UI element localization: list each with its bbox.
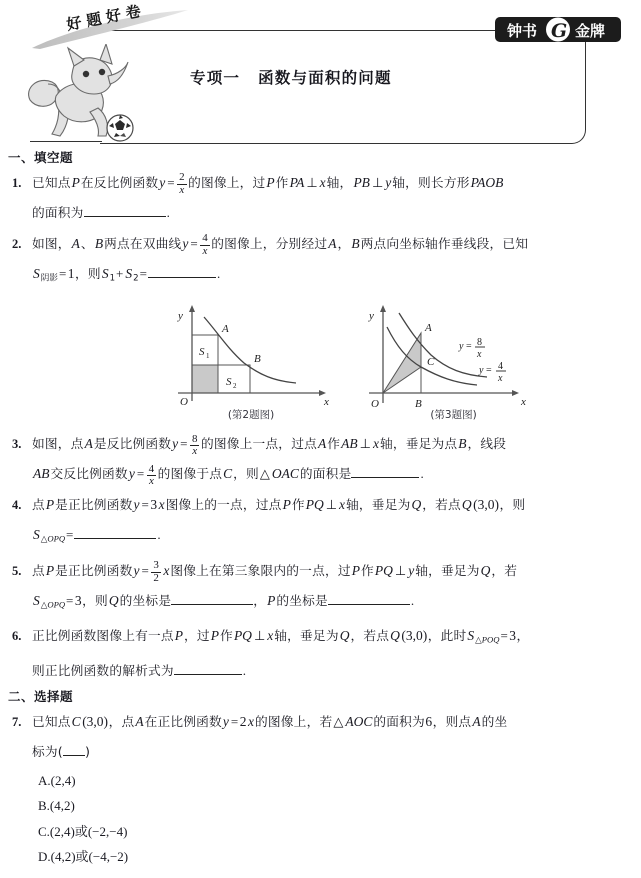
q7-close-paren: ): [84, 743, 91, 759]
svg-text:x: x: [324, 396, 329, 409]
svg-text:1: 1: [206, 352, 210, 361]
q7-triangle-AOC: AOC: [345, 713, 373, 729]
q1-perp-2: ⊥: [371, 175, 384, 190]
q2-var-A: A: [71, 236, 80, 251]
q5-answer-blank-Q[interactable]: [171, 604, 253, 605]
q1-text-1: 已知点: [32, 175, 71, 190]
q3-eq-y: y: [172, 436, 179, 452]
q1-eq-y: y: [159, 175, 166, 190]
q5-answer-blank-P[interactable]: [328, 604, 410, 605]
question-4: [6, 490, 633, 554]
question-2-number: 2.: [12, 237, 22, 251]
q5-S-symbol: S: [33, 592, 40, 608]
question-3: [6, 429, 633, 489]
q1-text-6: 轴，则长方形: [392, 175, 470, 190]
q5-var-P2: P: [351, 562, 360, 578]
q5-eq-sign: =: [141, 562, 149, 578]
question-6-number: 6.: [12, 629, 22, 644]
q6-value: 3: [509, 628, 517, 644]
svg-text:4: 4: [498, 361, 503, 373]
q1-perp-1: ⊥: [306, 175, 318, 190]
q5-period: .: [410, 592, 415, 608]
q4-text-1: 点: [32, 497, 45, 513]
svg-text:2: 2: [233, 382, 237, 391]
figure-3-caption: (第3题图): [430, 409, 477, 422]
svg-text:y: y: [479, 365, 484, 377]
q3-fraction-2: [147, 464, 157, 488]
svg-text:x: x: [498, 373, 503, 385]
svg-text:A: A: [222, 323, 229, 336]
q4-S-symbol: S: [33, 527, 40, 543]
page-header: [0, 0, 641, 148]
q1-period: .: [166, 205, 170, 220]
page-title-prefix: 专项一: [190, 69, 241, 87]
q5-var-Q: Q: [480, 562, 491, 578]
svg-text:A: A: [425, 322, 432, 335]
q7-text-7: 的坐: [481, 713, 508, 729]
q2-text-1: 如图，: [32, 236, 71, 251]
q4-perp: ⊥: [325, 497, 338, 513]
q1-frac-numerator: 2: [179, 171, 185, 184]
q3-text-7: 交反比例函数: [50, 466, 128, 482]
q6-text-7: ，: [516, 628, 530, 644]
q5-text-6: ，若: [491, 562, 518, 578]
q3-eq-sign-2: =: [136, 466, 145, 482]
q7-var-x: x: [248, 713, 255, 729]
svg-text:钟书: 钟书: [507, 22, 538, 40]
option-A[interactable]: A.(2,4): [38, 772, 76, 788]
q6-var-Q2: Q: [390, 628, 400, 644]
q5-seg-PQ: PQ: [374, 562, 393, 578]
q2-S2: S: [125, 266, 133, 281]
question-6: [6, 621, 633, 685]
question-7: [6, 707, 633, 767]
q2-answer-blank[interactable]: [148, 277, 216, 278]
q3-text-2: 是反比例函数: [93, 436, 172, 452]
q4-text-3: 图像上的一点，过点: [165, 497, 282, 513]
q3-text-6: ，线段: [467, 436, 507, 452]
q3-seg-AB: AB: [341, 436, 358, 452]
q2-text-2: 两点在双曲线: [104, 236, 182, 251]
svg-text:y: y: [459, 341, 464, 353]
q6-text-6: ，此时: [427, 628, 467, 644]
q7-text-5: 的面积为: [373, 713, 425, 729]
q2-value-1: 1: [67, 266, 75, 281]
q7-var-A2: A: [472, 713, 481, 729]
page-title-main: 函数与面积的问题: [258, 69, 392, 87]
q3-text-5: 轴，垂足为点: [379, 436, 458, 452]
q7-eq-sign: =: [230, 713, 239, 729]
q6-var-P: P: [174, 628, 184, 644]
svg-text:C: C: [427, 356, 435, 369]
q7-answer-blank[interactable]: [63, 755, 85, 756]
q5-frac-numerator: 3: [153, 559, 159, 572]
section-header-multiple-choice: 二、选择题: [8, 688, 74, 704]
q3-var-B: B: [458, 436, 467, 452]
q3-frac2-denominator: x: [147, 475, 157, 487]
q2-S-symbol: S: [33, 266, 40, 281]
svg-text:y: y: [369, 310, 374, 323]
q4-var-Q: Q: [411, 497, 422, 513]
q1-axis-x: x: [319, 175, 326, 190]
q1-text-4: 作: [275, 175, 289, 190]
q7-text-1: 已知点: [32, 713, 71, 729]
svg-text:8: 8: [477, 337, 482, 349]
question-1: [6, 168, 633, 228]
q5-text-8: 的坐标是: [119, 592, 172, 608]
q4-S-sub-OPQ: OPQ: [47, 533, 66, 544]
q5-text-10: 的坐标是: [276, 592, 328, 608]
q6-S-sub-triangle: △: [475, 635, 482, 646]
q5-text-7: ，则: [82, 592, 108, 608]
q2-text-3: 的图像上，分别经过: [211, 236, 328, 251]
q4-text-5: 轴，垂足为: [346, 497, 411, 513]
q1-eq-sign: =: [167, 175, 175, 190]
q4-text-2: 是正比例函数: [55, 497, 133, 513]
q3-eq-sign: =: [180, 436, 188, 452]
question-7-number: 7.: [12, 714, 22, 729]
page-title: [190, 66, 392, 88]
option-C[interactable]: C.(2,4)或(−2,−4): [38, 823, 128, 839]
q4-coordinate: (3,0): [473, 497, 500, 513]
q5-var-Q2: Q: [108, 592, 119, 608]
q7-text-4: 的图像上，若: [255, 713, 333, 729]
q4-var-x: x: [158, 497, 165, 513]
q2-S1: S: [101, 266, 109, 281]
q5-text-2: 是正比例函数: [55, 562, 133, 578]
q1-answer-blank[interactable]: [84, 216, 166, 217]
question-5: [6, 556, 633, 620]
q5-var-P: P: [45, 562, 55, 578]
q1-var-P: P: [71, 175, 80, 190]
q1-frac-denominator: x: [177, 184, 187, 196]
q2-frac-numerator: 4: [202, 232, 208, 245]
q6-text-1: 正比例函数图像上有一点: [32, 628, 174, 644]
q5-text-1: 点: [32, 562, 45, 578]
q6-S-symbol: S: [467, 628, 475, 644]
q5-var-P3: P: [267, 592, 276, 608]
q2-text-4: 两点向坐标轴作垂线段，已知: [360, 236, 529, 251]
q3-text-8: 的图像于点: [157, 466, 223, 482]
figures-row: [6, 297, 633, 427]
question-5-number: 5.: [12, 563, 22, 578]
q7-var-C: C: [71, 713, 81, 729]
q2-var-B: B: [94, 236, 104, 251]
q6-coordinate: (3,0): [401, 628, 428, 644]
q7-eq-y: y: [222, 713, 229, 729]
svg-text:B: B: [254, 353, 261, 366]
q2-S-subscript: 阴影: [40, 273, 58, 284]
q4-var-P2: P: [282, 497, 291, 513]
q4-seg-PQ: PQ: [305, 497, 324, 513]
q4-axis-x: x: [339, 497, 346, 513]
q5-text-9: ，: [253, 592, 267, 608]
q5-text-3: 图像上在第三象限内的一点，过: [170, 562, 351, 578]
svg-text:x: x: [521, 396, 526, 409]
q3-frac1-denominator: x: [190, 445, 200, 457]
q1-fraction: [177, 172, 187, 196]
q5-fraction: [151, 560, 161, 584]
q4-text-7: ，则: [499, 497, 526, 513]
q4-S-sub-triangle: △: [40, 534, 48, 545]
q2-eq-3: =: [139, 266, 147, 281]
q5-axis-y: y: [408, 562, 415, 578]
svg-text:y: y: [178, 310, 183, 323]
q1-rect-PAOB: PAOB: [470, 175, 504, 190]
option-B[interactable]: B.(4,2): [38, 798, 75, 814]
q2-S2-sub: 2: [133, 273, 139, 284]
worksheet-content: [0, 148, 641, 870]
q6-perp: ⊥: [253, 628, 266, 644]
q7-text-3: 在正比例函数: [144, 713, 222, 729]
q7-value: 6: [425, 713, 433, 729]
q3-text-3: 的图像上一点，过点: [200, 436, 317, 452]
q6-var-Q: Q: [339, 628, 350, 644]
q4-period: .: [157, 527, 161, 543]
q2-eq-2: =: [58, 266, 67, 281]
q1-seg-PB: PB: [353, 175, 370, 190]
q4-text-6: ，若点: [422, 497, 461, 513]
question-7-options: [6, 768, 633, 870]
q2-sep-1: 、: [80, 236, 94, 251]
q4-eq-y: y: [133, 497, 140, 513]
q6-var-P2: P: [210, 628, 220, 644]
q4-var-Q2: Q: [461, 497, 472, 513]
q3-frac2-numerator: 4: [148, 462, 155, 475]
q5-eq-y: y: [133, 562, 140, 578]
figure-question-2: [156, 297, 346, 422]
q2-period: .: [216, 266, 221, 281]
q1-text-2: 在反比例函数: [80, 175, 159, 190]
q2-var-B2: B: [351, 236, 360, 251]
question-2: [6, 229, 633, 293]
svg-text:G: G: [551, 20, 568, 42]
q3-var-A2: A: [317, 436, 327, 452]
q7-triangle-symbol: △: [333, 713, 344, 729]
q6-eq-2: =: [500, 628, 508, 644]
q3-frac1-numerator: 8: [191, 432, 198, 445]
q5-frac-denominator: 2: [153, 571, 159, 584]
q7-text-6: ，则点: [432, 713, 472, 729]
brand-logo: [493, 14, 623, 46]
question-4-number: 4.: [12, 498, 22, 513]
q6-S-sub-POQ: POQ: [481, 634, 500, 645]
q3-eq-y2: y: [128, 466, 135, 482]
q6-period: .: [242, 662, 247, 678]
q1-axis-y: y: [385, 175, 392, 190]
q7-text-8: 标为(: [32, 743, 63, 759]
q2-S1-sub: 1: [109, 273, 116, 284]
q7-text-2: ，点: [108, 713, 135, 729]
q5-var-x: x: [163, 562, 170, 578]
svg-text:金牌: 金牌: [575, 22, 606, 40]
q3-text-10: 的面积是: [299, 466, 352, 482]
q1-text-5: 轴，: [326, 175, 353, 190]
svg-text:B: B: [415, 398, 422, 410]
q4-coefficient: 3: [150, 497, 158, 513]
figure-2-caption: (第2题图): [227, 409, 275, 422]
q7-coordinate: (3,0): [82, 713, 109, 729]
question-1-number: 1.: [12, 176, 22, 190]
q6-text-3: 作: [220, 628, 233, 644]
q2-sep-2: ，: [337, 236, 351, 251]
question-3-number: 3.: [12, 437, 22, 452]
figure-question-3: [351, 297, 556, 422]
q3-period: .: [420, 466, 424, 482]
q3-answer-blank[interactable]: [351, 477, 419, 478]
svg-text:S: S: [226, 376, 232, 389]
q3-triangle-symbol: △: [259, 466, 270, 482]
q2-eq-y: y: [182, 236, 189, 251]
q3-var-A: A: [84, 436, 93, 452]
q7-coefficient: 2: [239, 713, 247, 729]
q3-text-4: 作: [327, 436, 341, 452]
q1-text-3: 的图像上，过: [188, 175, 266, 190]
q1-text-7: 的面积为: [32, 205, 84, 220]
q6-seg-PQ: PQ: [233, 628, 252, 644]
banner-slogan: 好题好卷: [65, 1, 148, 34]
q2-frac-denominator: x: [200, 245, 210, 257]
q5-perp: ⊥: [394, 562, 407, 578]
svg-text:x: x: [477, 349, 482, 361]
svg-text:S: S: [199, 346, 205, 359]
option-D[interactable]: D.(4,2)或(−4,−2): [38, 849, 129, 865]
q4-eq-sign: =: [141, 497, 149, 513]
q4-var-P: P: [45, 497, 55, 513]
q5-eq-2: =: [66, 592, 74, 608]
q6-axis-x: x: [267, 628, 274, 644]
q2-plus: +: [116, 266, 124, 281]
q3-perp: ⊥: [359, 436, 371, 452]
q4-text-4: 作: [291, 497, 305, 513]
q4-answer-blank[interactable]: [74, 538, 156, 539]
svg-text:=: =: [486, 365, 492, 377]
q3-triangle-OAC: OAC: [271, 466, 299, 482]
fox-mascot-icon: [24, 44, 144, 144]
q2-var-A2: A: [328, 236, 337, 251]
q4-eq-2: =: [66, 527, 74, 543]
svg-text:O: O: [371, 398, 379, 410]
q5-S-sub-OPQ: OPQ: [47, 599, 66, 610]
q6-text-2: ，过: [184, 628, 210, 644]
q3-text-1: 如图，点: [32, 436, 84, 452]
q5-value: 3: [74, 592, 82, 608]
q2-fraction: [200, 233, 210, 257]
q6-text-8: 则正比例函数的解析式为: [32, 662, 174, 678]
q5-S-sub-triangle: △: [40, 600, 48, 611]
svg-text:=: =: [466, 341, 472, 353]
q1-var-P2: P: [266, 175, 275, 190]
section-header-fill-in-blank: 一、填空题: [8, 150, 74, 165]
q3-fraction-1: [190, 434, 200, 458]
q2-eq-sign: =: [190, 236, 198, 251]
q6-answer-blank[interactable]: [174, 674, 242, 675]
q3-seg-AB2: AB: [33, 466, 50, 482]
q7-var-A: A: [135, 713, 144, 729]
q6-text-4: 轴，垂足为: [274, 628, 339, 644]
q2-text-5: ，则: [75, 266, 101, 281]
q6-text-5: ，若点: [350, 628, 390, 644]
q5-text-4: 作: [361, 562, 374, 578]
q3-var-C: C: [223, 466, 233, 482]
q1-seg-PA: PA: [289, 175, 305, 190]
q3-axis-x: x: [372, 436, 379, 452]
q3-text-9: ，则: [233, 466, 259, 482]
q5-text-5: 轴，垂足为: [415, 562, 480, 578]
svg-text:O: O: [180, 396, 188, 409]
